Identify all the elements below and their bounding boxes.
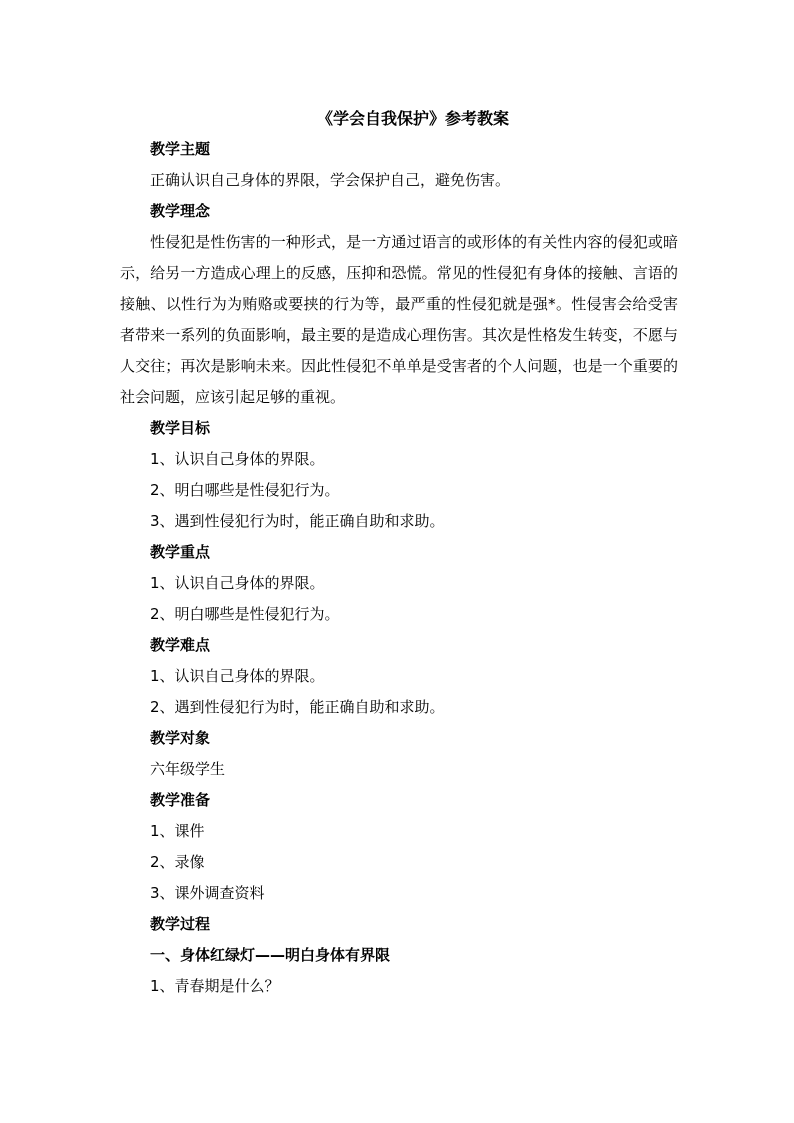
theme-text: 正确认识自己身体的界限，学会保护自己，避免伤害。 — [150, 171, 511, 189]
concept-paragraph: 性侵犯是性伤害的一种形式，是一方通过语言的或形体的有关性内容的侵犯或暗示，给另一方造成心理上的反感，压抑和恐慌。常见的性侵犯有身体的接触、言语的接触、以性行为为贿赂或要挟的行为等，最严重的性侵犯就是强*。性侵害会给受害者带来一系列的负面影响，最主要的是造成心理伤害。其次是性格发生转变，不愿与人交往；再次是影响未来。因此性侵犯不单单是受害者的个人问题，也是一个重要的社会问题，应该引起足够的重视。 — [120, 233, 678, 406]
goal-item-3: 3、遇到性侵犯行为时，能正确自助和求助。 — [150, 512, 445, 530]
focus-item-2: 2、明白哪些是性侵犯行为。 — [150, 605, 340, 623]
document-title: 《学会自我保护》参考教案 — [316, 109, 509, 128]
difficulty-item-1: 1、认识自己身体的界限。 — [150, 667, 325, 685]
section-heading-preparation: 教学准备 — [150, 791, 211, 809]
goal-item-1: 1、认识自己身体的界限。 — [150, 450, 325, 468]
section-heading-process: 教学过程 — [150, 915, 211, 933]
preparation-item-3: 3、课外调查资料 — [150, 884, 265, 902]
section-heading-goals: 教学目标 — [150, 419, 211, 437]
difficulty-item-2: 2、遇到性侵犯行为时，能正确自助和求助。 — [150, 698, 445, 716]
section-heading-focus: 教学重点 — [150, 543, 211, 561]
section-heading-concept: 教学理念 — [150, 202, 211, 220]
section-heading-difficulty: 教学难点 — [150, 636, 211, 654]
section-heading-audience: 教学对象 — [150, 729, 211, 747]
goal-item-2: 2、明白哪些是性侵犯行为。 — [150, 481, 340, 499]
preparation-item-2: 2、录像 — [150, 853, 205, 871]
document-body — [120, 103, 680, 1002]
section-heading-theme: 教学主题 — [150, 140, 211, 158]
process-subheading: 一、身体红绿灯——明白身体有界限 — [150, 946, 391, 964]
preparation-item-1: 1、课件 — [150, 822, 205, 840]
process-item-1: 1、青春期是什么？ — [150, 977, 280, 995]
audience-text: 六年级学生 — [150, 760, 226, 778]
focus-item-1: 1、认识自己身体的界限。 — [150, 574, 325, 592]
